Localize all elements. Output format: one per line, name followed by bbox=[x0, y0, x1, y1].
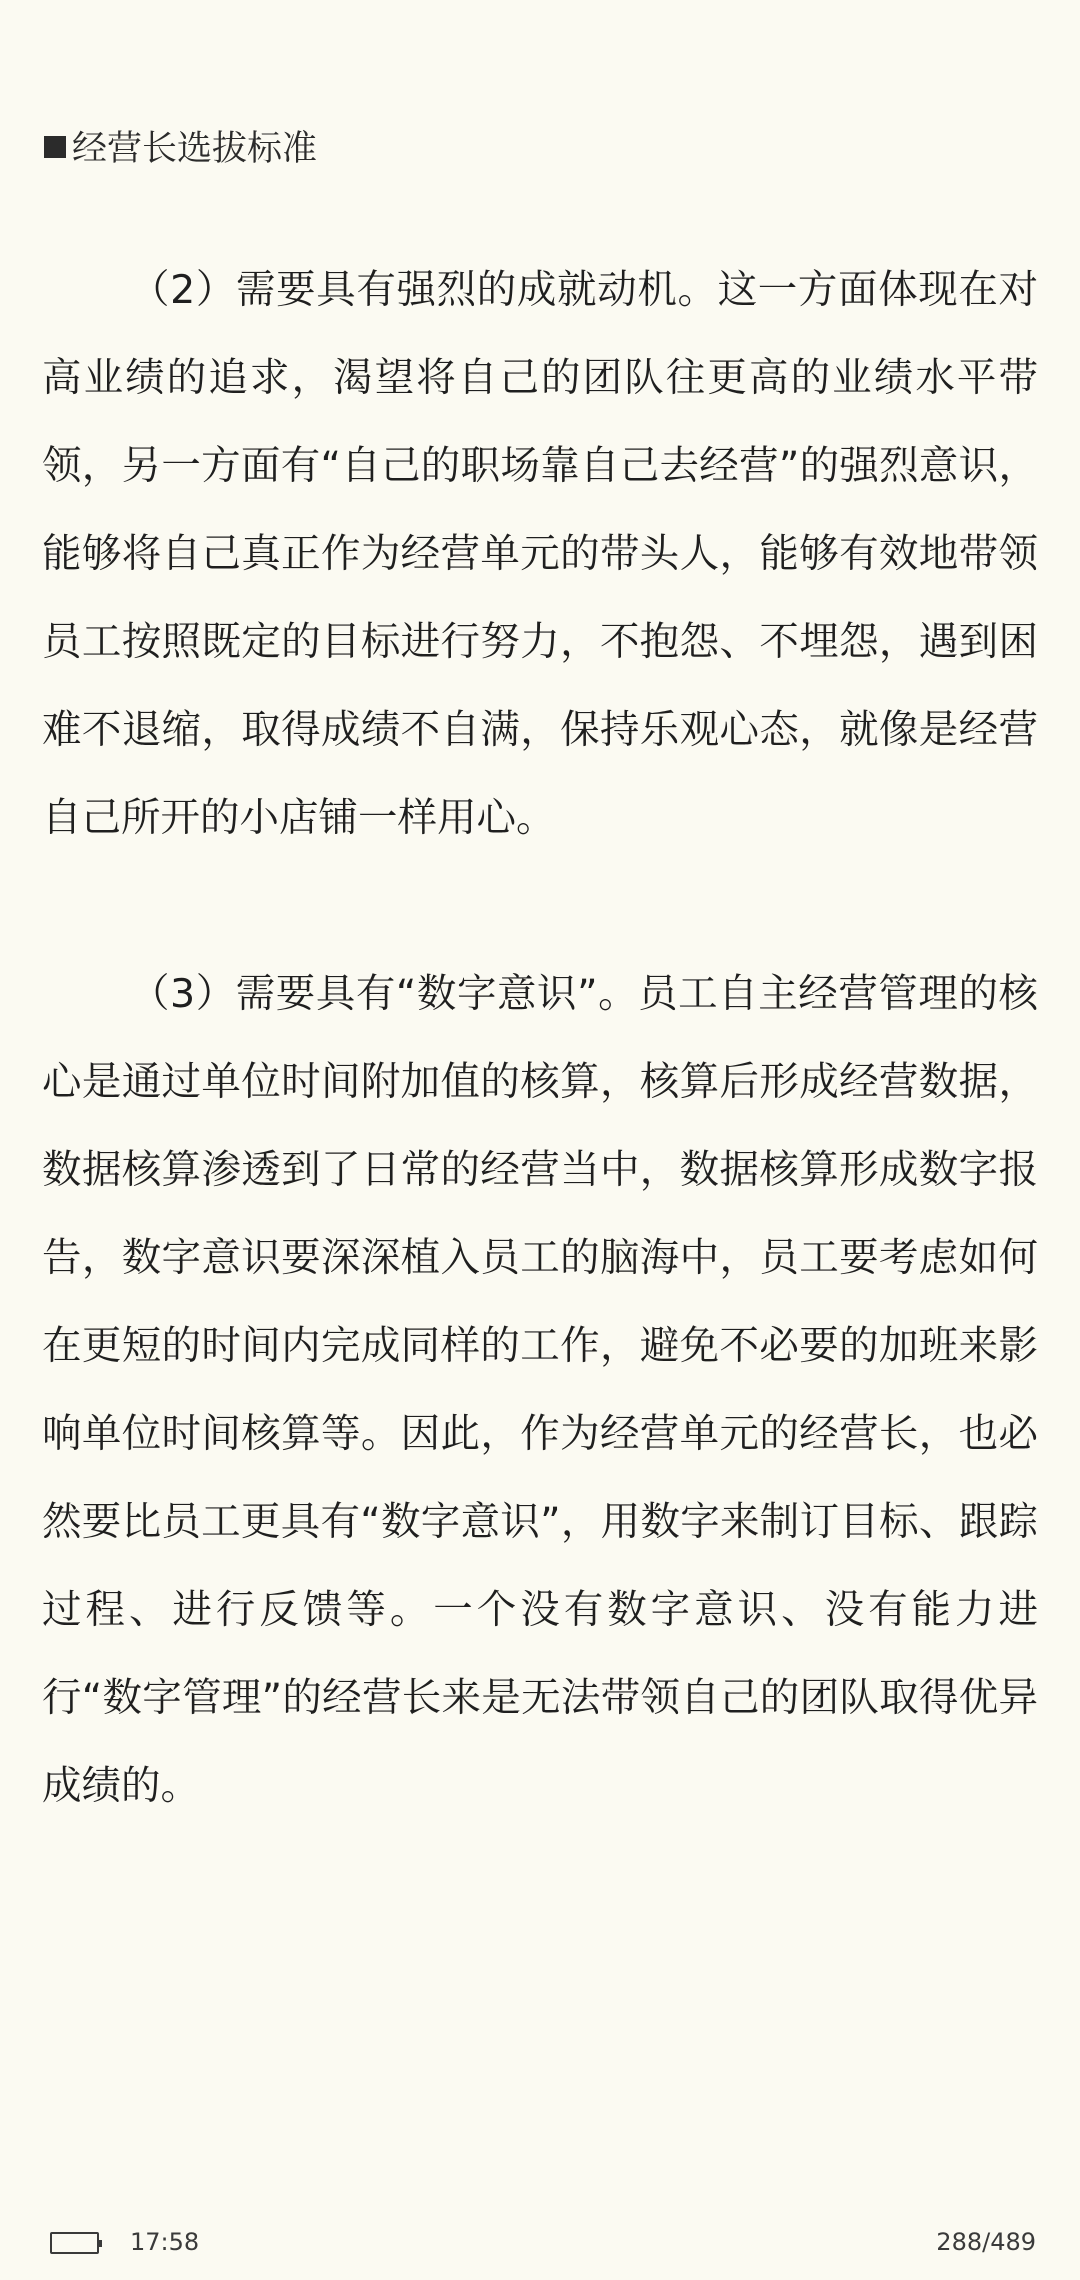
square-bullet-icon bbox=[44, 136, 66, 158]
paragraph-numeric-awareness: （3）需要具有“数字意识”。员工自主经营管理的核心是通过单位时间附加值的核算，核算后形成经营数据，数据核算渗透到了日常的经营当中，数据核算形成数字报告，数字意识要深深植入员工的脑海中，员工要考虑如何在更短的时间内完成同样的工作，避免不必要的加班来影响单位时间核算等。因此，作为经营单元的经营长，也必然要比员工更具有“数字意识”，用数字来制订目标、跟踪过程、进行反馈等。一个没有数字意识、没有能力进行“数字管理”的经营长来是无法带领自己的团队取得优异成绩的。 bbox=[42, 971, 1038, 1809]
section-title: 经营长选拔标准 bbox=[72, 129, 318, 169]
battery-icon bbox=[50, 2232, 99, 2254]
section-header bbox=[44, 122, 317, 170]
paragraph-achievement-motivation: （2）需要具有强烈的成就动机。这一方面体现在对高业绩的追求，渴望将自己的团队往更高的业绩水平带领，另一方面有“自己的职场靠自己去经营”的强烈意识，能够将自己真正作为经营单元的带头人，能够有效地带领员工按照既定的目标进行努力，不抱怨、不埋怨，遇到困难不退缩，取得成绩不自满，保持乐观心态，就像是经营自己所开的小店铺一样用心。 bbox=[42, 267, 1038, 841]
clock: 17:58 bbox=[130, 2228, 200, 2256]
page-indicator: 288/489 bbox=[936, 2228, 1036, 2256]
reader-status-bar bbox=[0, 2220, 1080, 2260]
book-text bbox=[42, 246, 1038, 1830]
